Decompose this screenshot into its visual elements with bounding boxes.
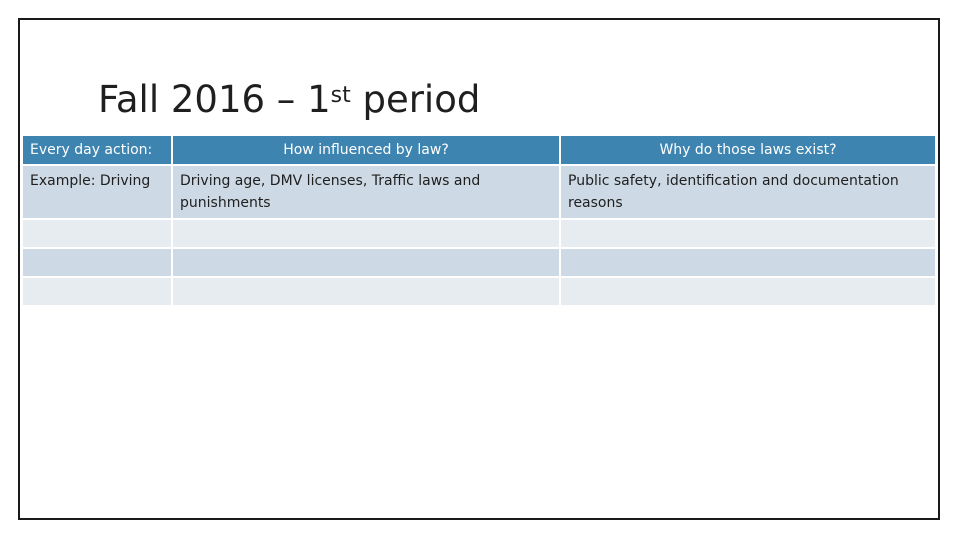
table-cell bbox=[561, 278, 935, 305]
table-cell: Public safety, identification and documentation reasons bbox=[561, 166, 935, 218]
table-cell bbox=[23, 220, 171, 247]
table-row bbox=[23, 278, 935, 305]
header-how-influenced: How influenced by law? bbox=[173, 136, 559, 164]
table-header-row bbox=[23, 136, 935, 164]
table-cell: Example: Driving bbox=[23, 166, 171, 218]
title-superscript: st bbox=[330, 83, 351, 108]
table-cell bbox=[561, 249, 935, 276]
table-row bbox=[23, 220, 935, 247]
table-row bbox=[23, 166, 935, 218]
slide-title bbox=[98, 76, 480, 124]
table-cell: Driving age, DMV licenses, Traffic laws and punishments bbox=[173, 166, 559, 218]
title-end: period bbox=[350, 78, 481, 121]
title-main: Fall 2016 – 1 bbox=[98, 78, 331, 121]
table-cell bbox=[173, 220, 559, 247]
header-every-day-action: Every day action: bbox=[23, 136, 171, 164]
table-cell bbox=[23, 249, 171, 276]
table-cell bbox=[173, 278, 559, 305]
table-row bbox=[23, 249, 935, 276]
header-why-laws-exist: Why do those laws exist? bbox=[561, 136, 935, 164]
laws-table bbox=[21, 134, 937, 307]
table-cell bbox=[561, 220, 935, 247]
table-cell bbox=[23, 278, 171, 305]
table-cell bbox=[173, 249, 559, 276]
